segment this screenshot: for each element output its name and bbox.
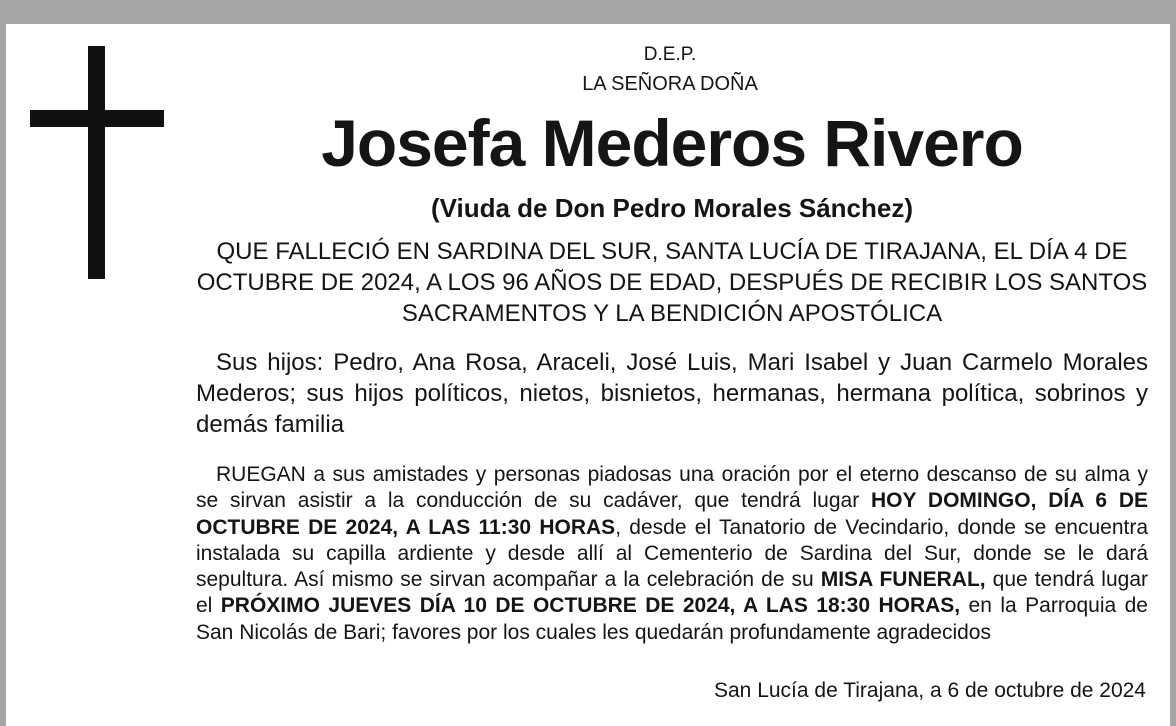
ruegan-text-4: en la Parroquia de San Nicolás de Bari; favores por los cuales les quedarán profundamente agradecidos bbox=[196, 594, 1148, 644]
ruegan-paragraph bbox=[196, 462, 1148, 646]
ruegan-bold-2: MISA FUNERAL, bbox=[820, 568, 986, 592]
deceased-name: Josefa Mederos Rivero bbox=[321, 106, 1023, 180]
ruegan-bold-1: HOY DOMINGO, DÍA 6 DE OCTUBRE DE 2024, A LAS 11:30 HORAS bbox=[196, 489, 1149, 539]
ruegan-text-1: RUEGAN a sus amistades y personas piadosas una oración por el eterno descanso de su alma y se sirvan asistir a la conducción de su cadáver, que tendrá lugar bbox=[196, 463, 1148, 513]
honorific-heading: LA SEÑORA DOÑA bbox=[582, 73, 758, 95]
ruegan-bold-3: PRÓXIMO JUEVES DÍA 10 DE OCTUBRE DE 2024, A LAS 18:30 HORAS, bbox=[220, 594, 961, 618]
ruegan-text-3: que tendrá lugar el bbox=[196, 568, 1148, 618]
family-paragraph: Sus hijos: Pedro, Ana Rosa, Araceli, José Luis, Mari Isabel y Juan Carmelo Morales Mederos; sus hijos políticos, nietos, bisnietos, hermanas, hermana política, sobrinos y demás familia bbox=[196, 349, 1148, 438]
widow-of-line: (Viuda de Don Pedro Morales Sánchez) bbox=[430, 193, 914, 223]
dep-heading: D.E.P. bbox=[643, 44, 697, 65]
death-info-paragraph: QUE FALLECIÓ EN SARDINA DEL SUR, SANTA LUCÍA DE TIRAJANA, EL DÍA 4 DE OCTUBRE DE 2024, A LOS 96 AÑOS DE EDAD, DESPUÉS DE RECIBIR LOS SANTOS SACRAMENTOS Y LA BENDICIÓN APOSTÓLICA bbox=[196, 238, 1148, 327]
latin-cross-icon bbox=[30, 46, 164, 279]
ruegan-text-2: , desde el Tanatorio de Vecindario, donde se encuentra instalada su capilla ardiente y desde allí al Cementerio de Sardina del Sur, donde se le dará sepultura. Así mismo se sirvan acompañar a la celebración de su bbox=[196, 515, 1148, 592]
place-date-line: San Lucía de Tirajana, a 6 de octubre de 2024 bbox=[714, 679, 1146, 702]
